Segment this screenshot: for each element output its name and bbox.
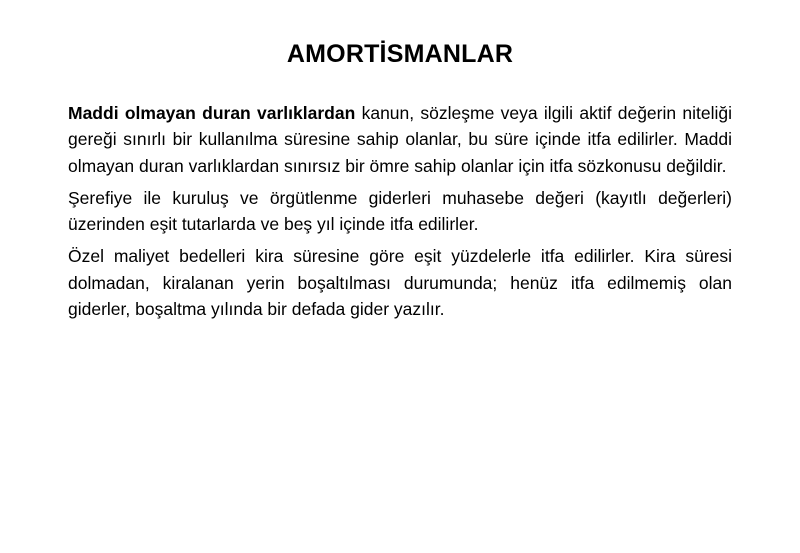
paragraph-intangible-assets [68, 100, 732, 179]
paragraph-lead-bold: Maddi olmayan duran varlıklardan [68, 103, 356, 123]
paragraph-text: kanun, sözleşme veya ilgili aktif değerin niteliği gereği sınırlı bir kullanılma süresine sahip olanlar, bu süre içinde itfa edilirler. Maddi olmayan duran varlıklardan sınırsız bir ömre sahip olanlar için itfa sözkonusu değildir. [68, 103, 733, 176]
paragraph-goodwill [68, 185, 732, 238]
paragraph-leasehold-costs [68, 243, 732, 322]
paragraph-text: Şerefiye ile kuruluş ve örgütlenme giderleri muhasebe değeri (kayıtlı değerleri) üzerinden eşit tutarlarda ve beş yıl içinde itfa edilirler. [68, 187, 732, 235]
slide-body [68, 100, 732, 328]
paragraph-text: Özel maliyet bedelleri kira süresine göre eşit yüzdelerle itfa edilirler. Kira süresi dolmadan, kiralanan yerin boşaltılması durumunda; henüz itfa edilmemiş olan giderler, boşaltma yılında bir defada gider yazılır. [68, 246, 732, 320]
slide-title: AMORTİSMANLAR [286, 40, 514, 68]
